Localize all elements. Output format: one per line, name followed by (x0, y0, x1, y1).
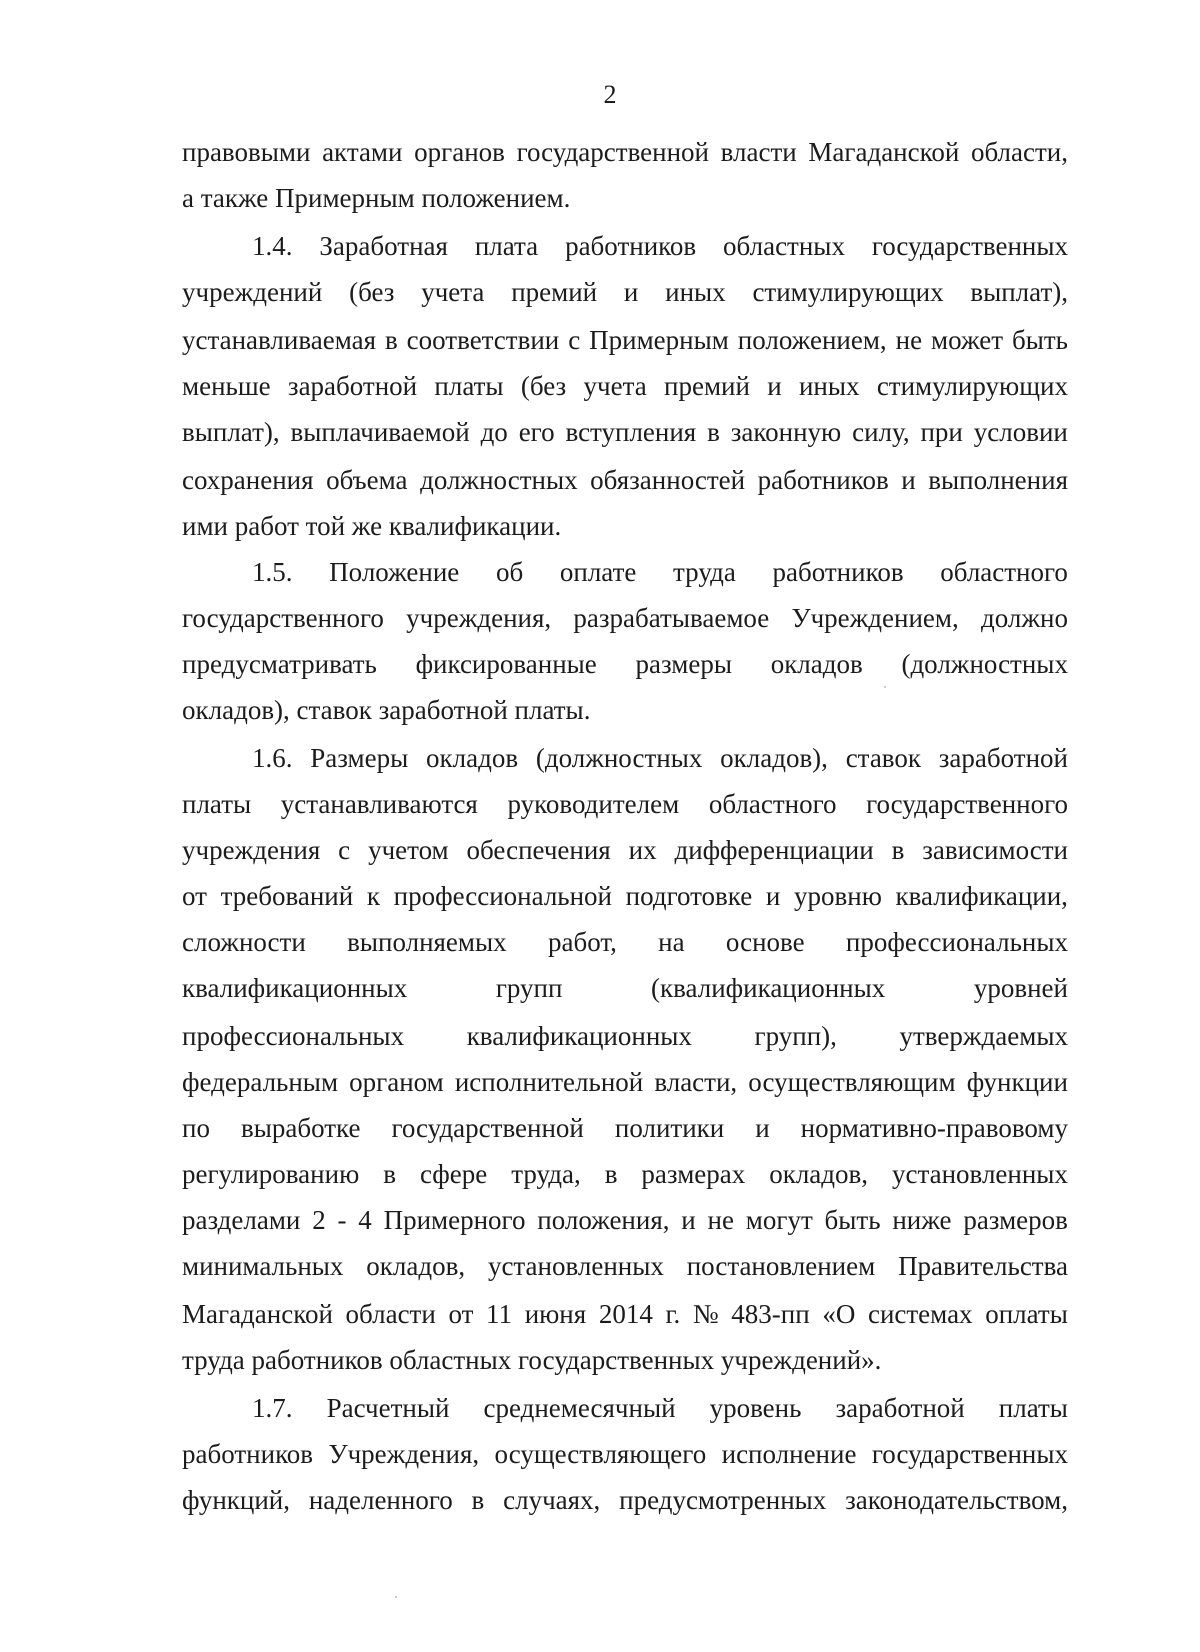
text-line: государственного учреждения, разрабатываемое Учреждением, должно (182, 603, 1068, 633)
text-line: регулированию в сфере труда, в размерах окладов, установленных (182, 1159, 1068, 1189)
text-line: Магаданской области от 11 июня 2014 г. № 483-пп «О системах оплаты (182, 1299, 1068, 1329)
text-line: выплат), выплачиваемой до его вступления в законную силу, при условии (182, 417, 1068, 447)
text-line: учреждения с учетом обеспечения их дифференциации в зависимости (182, 835, 1068, 865)
text-line: предусматривать фиксированные размеры окладов (должностных (182, 649, 1068, 679)
text-line: труда работников областных государственных учреждений». (182, 1345, 882, 1375)
text-line: учреждений (без учета премий и иных стимулирующих выплат), (182, 277, 1068, 307)
page-number: 2 (603, 80, 617, 109)
text-line: устанавливаемая в соответствии с Примерным положением, не может быть (182, 325, 1068, 355)
text-line: от требований к профессиональной подготовке и уровню квалификации, (182, 881, 1068, 911)
text-line: 1.6. Размеры окладов (должностных окладов), ставок заработной (252, 743, 1068, 773)
text-line: по выработке государственной политики и нормативно-правовому (182, 1113, 1068, 1143)
text-line: разделами 2 - 4 Примерного положения, и не могут быть ниже размеров (182, 1205, 1068, 1235)
text-line: платы устанавливаются руководителем областного государственного (182, 789, 1068, 819)
text-line: 1.5. Положение об оплате труда работников областного (252, 557, 1068, 587)
scan-speck (395, 1596, 397, 1598)
text-line: сложности выполняемых работ, на основе профессиональных (182, 927, 1068, 957)
text-line: ими работ той же квалификации. (182, 511, 562, 541)
text-line: меньше заработной платы (без учета премий и иных стимулирующих (182, 371, 1068, 401)
text-line: окладов), ставок заработной платы. (182, 695, 591, 725)
text-line: а также Примерным положением. (182, 183, 571, 213)
text-line: работников Учреждения, осуществляющего исполнение государственных (182, 1439, 1068, 1469)
text-line: федеральным органом исполнительной власти, осуществляющим функции (182, 1067, 1068, 1097)
text-line: правовыми актами органов государственной власти Магаданской области, (182, 137, 1068, 167)
text-line: квалификационных групп (квалификационных уровней (182, 973, 1068, 1003)
text-line: 1.4. Заработная плата работников областных государственных (252, 231, 1068, 261)
text-line: профессиональных квалификационных групп), утверждаемых (182, 1021, 1068, 1051)
text-line: 1.7. Расчетный среднемесячный уровень заработной платы (252, 1393, 1068, 1423)
text-line: функций, наделенного в случаях, предусмотренных законодательством, (182, 1485, 1068, 1515)
text-line: минимальных окладов, установленных постановлением Правительства (182, 1251, 1068, 1281)
scan-speck (884, 686, 886, 688)
text-line: сохранения объема должностных обязанностей работников и выполнения (182, 465, 1068, 495)
